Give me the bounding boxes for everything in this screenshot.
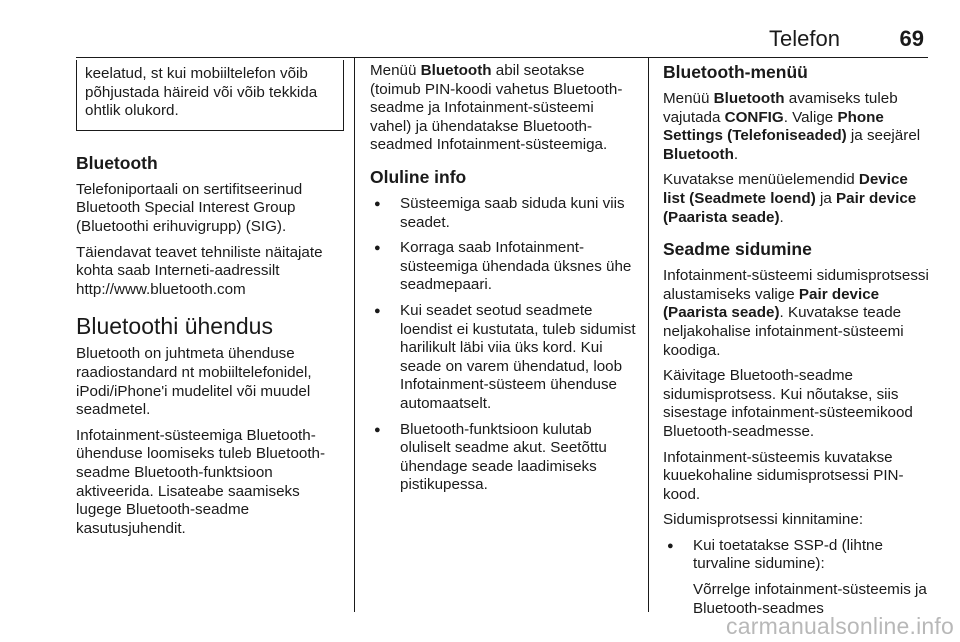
heading-bluetooth-connection: Bluetoothi ühendus: [76, 313, 273, 340]
term-bluetooth: Bluetooth: [420, 62, 492, 79]
paragraph-open-menu: Menüü Bluetooth avamiseks tuleb vajutada CONFIG. Valige Phone Settings (Telefoniseaded) ja seejärel Bluetooth.: [663, 90, 921, 163]
paragraph-website: Täiendavat teavet tehniliste näitajate kohta saab Interneti-aadressilt http://www.bluetooth.com: [76, 243, 323, 298]
column-middle: [370, 62, 638, 502]
heading-pairing: Seadme sidumine: [663, 239, 812, 260]
section-title: Telefon: [769, 26, 840, 51]
heading-important-info: Oluline info: [370, 166, 467, 187]
info-list: [370, 195, 638, 495]
paragraph-device-pairing: Käivitage Bluetooth-seadme sidumisprotsess. Kui nõutakse, siis sisestage infotainment-süsteemikood Bluetooth-seadmesse.: [663, 367, 913, 440]
page-header: [76, 26, 928, 56]
list-item: ● Kui seadet seotud seadmete loendist ei kustutata, tuleb sidumist harilikult läbi viia üks kord. Kui seade on varem ühendatud, loob Infotainment-süsteem ühenduse automaatselt.: [370, 302, 638, 414]
list-item: ● Kui toetatakse SSP-d (lihtne turvaline sidumine): Võrrelge infotainment-süsteemis ja Bluetooth-seadmes: [663, 537, 929, 618]
heading-bluetooth: Bluetooth: [76, 152, 158, 173]
heading-bluetooth-menu: Bluetooth-menüü: [663, 62, 808, 82]
column-right: [663, 62, 929, 625]
header-divider: [76, 57, 928, 58]
paragraph-standard: Bluetooth on juhtmeta ühenduse raadiostandard nt mobiiltelefonidel, iPodi/iPhone'i mudelitel või muudel seadmetel.: [76, 345, 312, 419]
list-item: ● Bluetooth-funktsioon kulutab oluliselt seadme akut. Seetõttu ühendage seade laadimiseks pistikupessa.: [370, 421, 638, 495]
list-item: ● Korraga saab Infotainment-süsteemiga ühendada üksnes ühe seadmepaari.: [370, 239, 638, 295]
note-box: [76, 60, 344, 131]
note-text: keelatud, st kui mobiiltelefon võib põhjustada häireid või võib tekkida ohtlik olukord.: [85, 65, 318, 120]
column-left: [76, 60, 344, 545]
paragraph-pin-shown: Infotainment-süsteemis kuvatakse kuuekohaline sidumisprotsessi PIN-kood.: [663, 448, 904, 503]
paragraph-start-pairing: Infotainment-süsteemi sidumisprotsessi alustamiseks valige Pair device (Paarista seade). Kuvatakse teade neljakohalise infotainment-süsteemi koodiga.: [663, 267, 929, 359]
paragraph-menu-intro: Menüü Bluetooth abil seotakse (toimub PIN-koodi vahetus Bluetooth-seadme ja Infotainment-süsteemi vahel) ja ühendatakse Bluetooth-seadmed Infotainment-süsteemiga.: [370, 62, 623, 154]
column-divider-2: [648, 58, 649, 612]
list-item: ● Süsteemiga saab siduda kuni viis seadet.: [370, 195, 638, 232]
paragraph-confirm: Sidumisprotsessi kinnitamine:: [663, 511, 864, 529]
paragraph-activate: Infotainment-süsteemiga Bluetooth-ühenduse loomiseks tuleb Bluetooth-seadme Bluetooth-funktsioon aktiveerida. Lisateabe saamiseks lugege Bluetooth-seadme kasutusjuhendit.: [76, 426, 326, 537]
column-divider-1: [354, 58, 355, 612]
list-item-detail: Võrrelge infotainment-süsteemis ja Bluetooth-seadmes: [693, 581, 927, 617]
paragraph-sig: Telefoniportaali on sertifitseerinud Bluetooth Special Interest Group (Bluetoothi erihuvigrupp) (SIG).: [76, 180, 303, 235]
confirm-list: [663, 537, 929, 618]
paragraph-menu-items: Kuvatakse menüüelemendid Device list (Seadmete loend) ja Pair device (Paarista seade).: [663, 171, 917, 226]
page-number: 69: [899, 26, 924, 51]
watermark: carmanualsonline.info: [726, 613, 954, 639]
